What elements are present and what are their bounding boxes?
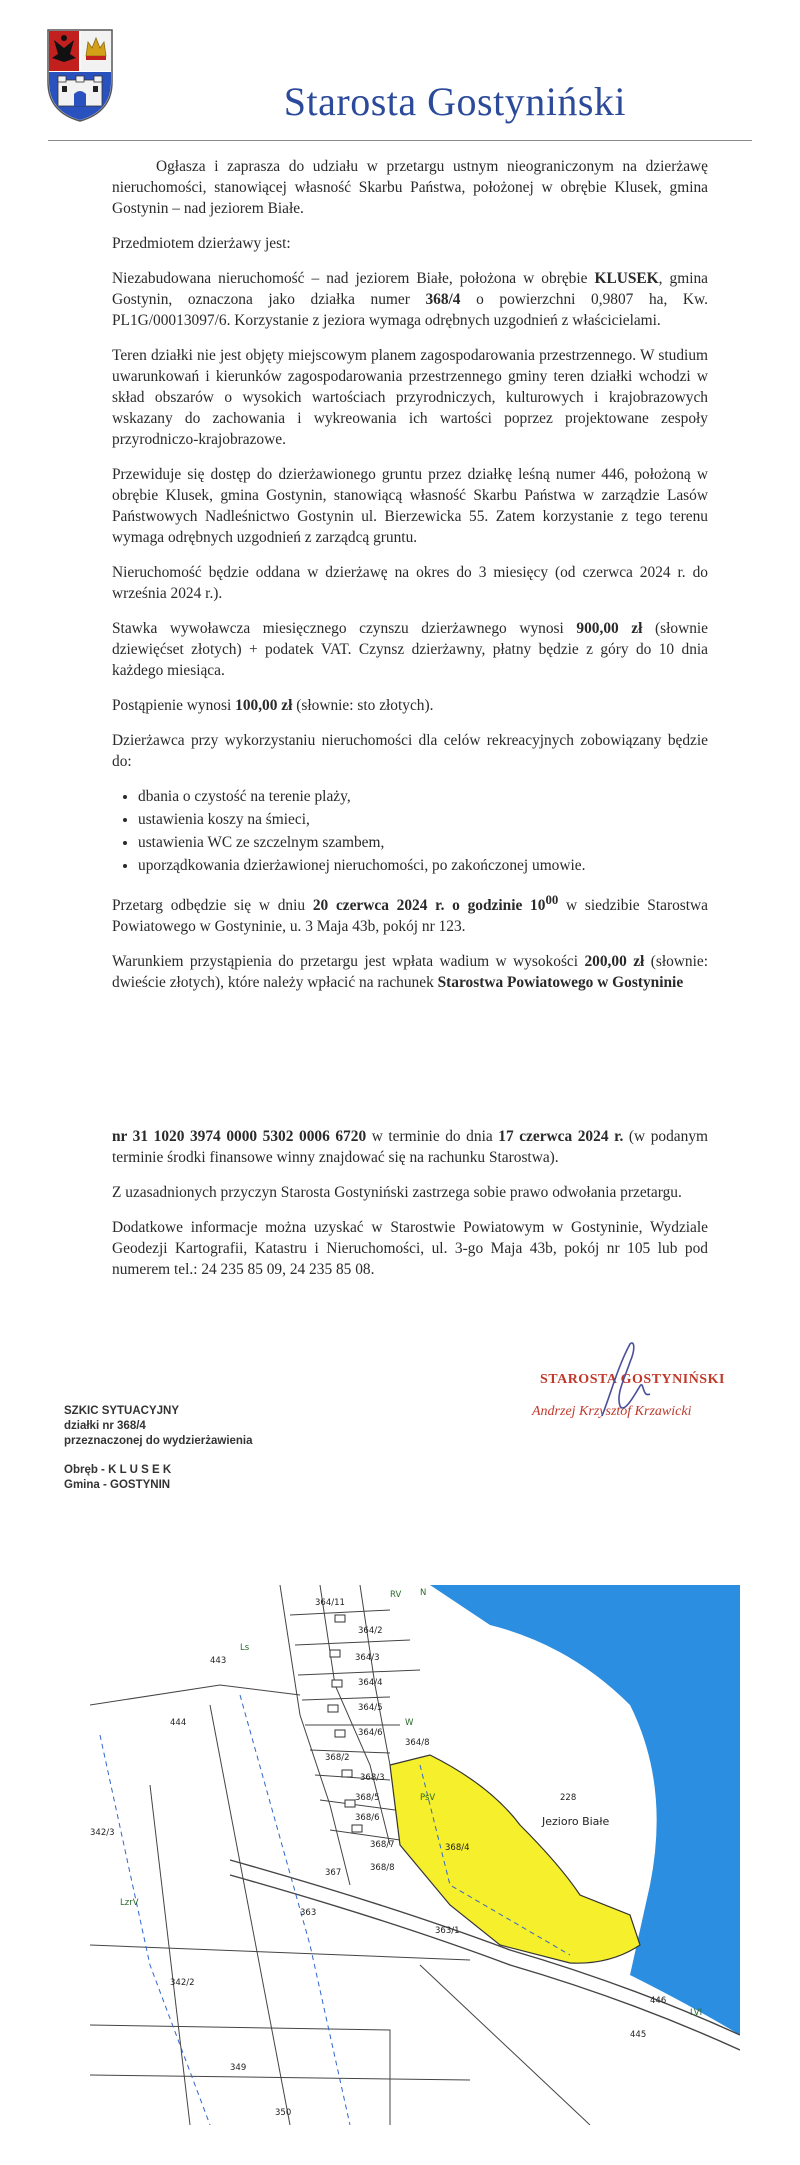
lake-label: Jezioro Białe	[542, 1815, 610, 1828]
parcel-label: 368/3	[360, 1773, 385, 1783]
parcel-label: 363/1	[435, 1926, 460, 1936]
deposit-paragraph: Warunkiem przystąpienia do przetargu jest wpłata wadium w wysokości 200,00 zł (słownie: dwieście złotych), które należy wpłacić na rachunek Starostwa Powiatowego w Gostyninie	[112, 953, 708, 992]
list-item: • ustawienia WC ze szczelnym szambem,	[138, 832, 708, 853]
list-item: • dbania o czystość na terenie plaży,	[138, 786, 708, 807]
sketch-title: SZKIC SYTUACYJNY	[64, 1405, 180, 1417]
lease-period-paragraph: Nieruchomość będzie oddana w dzierżawę na okres do 3 miesięcy (od czerwca 2024 r. do września 2024 r.).	[112, 564, 708, 602]
parcel-label: 444	[170, 1718, 187, 1728]
parcel-label: 349	[230, 2063, 247, 2073]
lake-number: 228	[560, 1793, 577, 1803]
sketch-precinct: Obręb - K L U S E K	[64, 1464, 172, 1476]
obligations-paragraph: Dzierżawca przy wykorzystaniu nieruchomości dla celów rekreacyjnych zobowiązany będzie do:	[112, 732, 708, 770]
rent-paragraph: Stawka wywoławcza miesięcznego czynszu dzierżawnego wynosi 900,00 zł (słownie dziewięćset złotych) + podatek VAT. Czynsz dzierżawny, płatny będzie z góry do 10 dnia każdego miesiąca.	[112, 620, 708, 679]
intro-paragraph: Ogłasza i zaprasza do udziału w przetargu ustnym nieograniczonym na dzierżawę nieruchomości, stanowiącej własność Skarbu Państwa, położonej w obrębie Klusek, gmina Gostynin – nad jeziorem Białe.	[112, 158, 708, 217]
land-class-label: PsV	[420, 1793, 436, 1803]
signature-stamp-name: Andrzej Krzysztof Krzawicki	[532, 1404, 692, 1419]
parcel-label: 364/4	[358, 1678, 383, 1688]
parcel-label: 342/2	[170, 1978, 195, 1988]
signature-stamp-role: STAROSTA GOSTYNIŃSKI	[540, 1372, 725, 1387]
subject-heading: Przedmiotem dzierżawy jest:	[112, 235, 291, 252]
property-paragraph: Niezabudowana nieruchomość – nad jeziorem Białe, położona w obrębie KLUSEK, gmina Gostynin, oznaczona jako działka numer 368/4 o powierzchni 0,9807 ha, Kw. PL1G/00013097/6. Korzystanie z jeziora wymaga odrębnych uzgodnień z właścicielami.	[112, 270, 709, 329]
parcel-label: 443	[210, 1656, 227, 1666]
land-class-label: W	[405, 1718, 414, 1728]
land-class-label: N	[420, 1588, 427, 1598]
parcel-label: 363	[300, 1908, 317, 1918]
parcel-label: 364/6	[358, 1728, 383, 1738]
auction-date-paragraph: Przetarg odbędzie się w dniu 20 czerwca 2024 r. o godzinie $10^{00}$ w siedzibie Starostwa Powiatowego w Gostyninie, u. 3 Maja 43b, pokój nr 123.	[112, 893, 709, 936]
parcel-label: 364/11	[315, 1598, 345, 1608]
sketch-municipality: Gmina - GOSTYNIN	[64, 1479, 171, 1491]
page-title: Starosta Gostyniński	[283, 79, 626, 124]
parcel-label: 368/5	[355, 1793, 380, 1803]
obligations-list	[112, 786, 708, 876]
announcement-body-continued	[112, 1126, 708, 1294]
land-class-label: Ls	[240, 1643, 250, 1653]
announcement-body	[112, 156, 708, 1007]
land-class-label: LVI	[690, 2008, 703, 2018]
parcel-label: 364/8	[405, 1738, 430, 1748]
situational-map	[90, 1585, 740, 2125]
parcel-label: 367	[325, 1868, 342, 1878]
land-class-label: RV	[390, 1590, 402, 1600]
parcel-label: 364/3	[355, 1653, 380, 1663]
land-class-label: LzrV	[120, 1898, 139, 1908]
parcel-label: 342/3	[90, 1828, 115, 1838]
parcel-label: 364/5	[358, 1703, 383, 1713]
parcel-label: 368/8	[370, 1863, 395, 1873]
access-paragraph: Przewiduje się dostęp do dzierżawionego gruntu przez działkę leśną numer 446, położoną w obrębie Klusek, gmina Gostynin, stanowiącą własność Skarbu Państwa w zarządzie Lasów Państwowych Nadleśnictwo Gostynin ul. Bierzewicka 55. Zatem korzystanie z tego terenu wymaga odrębnych uzgodnień z zarządcą gruntu.	[112, 466, 708, 546]
increment-paragraph: Postąpienie wynosi 100,00 zł (słownie: sto złotych).	[112, 697, 434, 714]
sketch-caption	[64, 1404, 253, 1493]
parcel-label: 368/6	[355, 1813, 380, 1823]
handwritten-signature	[590, 1336, 660, 1426]
parcel-label: 368/2	[325, 1753, 350, 1763]
sketch-parcel: działki nr 368/4	[64, 1420, 146, 1432]
zoning-paragraph: Teren działki nie jest objęty miejscowym planem zagospodarowania przestrzennego. W studium uwarunkowań i kierunków zagospodarowania przestrzennego gminy teren działki wchodzi w skład obszarów o wysokich wartościach przyrodniczych, kulturowych i krajobrazowych wskazany do zachowania i wykreowania ich wartości poprzez projektowane zespoły przyrodniczo-krajobrazowe.	[112, 347, 708, 448]
leased-parcel	[390, 1755, 640, 1963]
sketch-purpose: przeznaczonej do wydzierżawienia	[64, 1435, 253, 1447]
list-item: • ustawienia koszy na śmieci,	[138, 809, 708, 830]
list-item: • uporządkowania dzierżawionej nieruchomości, po zakończonej umowie.	[138, 855, 708, 876]
bank-account-paragraph: nr 31 1020 3974 0000 5302 0006 6720 w terminie do dnia 17 czerwca 2024 r. (w podanym terminie środki finansowe winny znajdować się na rachunku Starostwa).	[112, 1128, 708, 1166]
contact-paragraph: Dodatkowe informacje można uzyskać w Starostwie Powiatowym w Gostyninie, Wydziale Geodezji Kartografii, Katastru i Nieruchomości, ul. 3-go Maja 43b, pokój nr 105 lub pod numerem tel.: 24 235 85 09, 24 235 85 08.	[112, 1219, 708, 1278]
header-divider	[48, 140, 752, 141]
cancellation-paragraph: Z uzasadnionych przyczyn Starosta Gostyniński zastrzega sobie prawo odwołania przetargu.	[112, 1184, 682, 1201]
parcel-label: 368/7	[370, 1840, 395, 1850]
parcel-label: 446	[650, 1996, 667, 2006]
parcel-label: 350	[275, 2108, 292, 2118]
parcel-label: 368/4	[445, 1843, 470, 1853]
parcel-label: 445	[630, 2030, 647, 2040]
parcel-label: 364/2	[358, 1626, 383, 1636]
